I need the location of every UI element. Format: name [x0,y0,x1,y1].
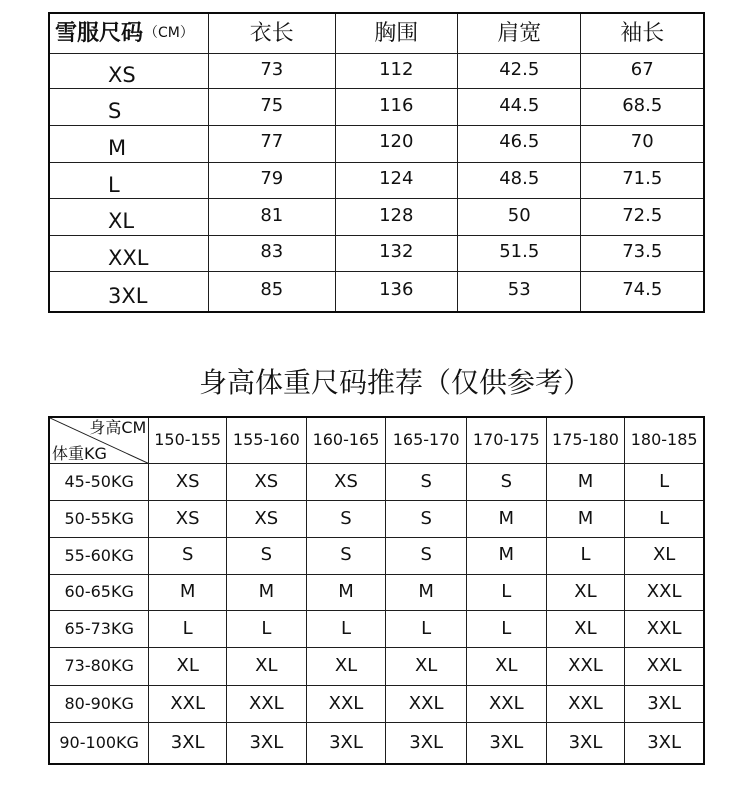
sleeve-value: 70 [581,126,703,162]
size-label: XXL [50,236,208,272]
recommended-size: XXL [547,686,625,723]
shoulder-value: 51.5 [458,236,580,272]
recommended-size: XL [227,648,306,685]
recommended-size: XS [227,501,306,537]
recommended-size: 3XL [547,723,625,763]
garment-size-table [48,12,705,313]
weight-range-label: 65-73KG [50,611,148,647]
chest-value: 124 [336,163,458,199]
recommended-size: XXL [547,648,625,685]
weight-range-label: 80-90KG [50,686,148,723]
recommended-size: XXL [307,686,386,723]
recommended-size: L [625,501,703,537]
shoulder-value: 44.5 [458,89,580,125]
recommended-size: M [227,575,306,611]
recommended-size: 3XL [307,723,386,763]
weight-range-label: 45-50KG [50,464,148,500]
size-label: XL [50,199,208,235]
chest-value: 116 [336,89,458,125]
height-range-header: 170-175 [467,418,546,463]
chest-value: 120 [336,126,458,162]
recommended-size: S [386,538,466,574]
recommended-size: 3XL [227,723,306,763]
size-label: XS [50,54,208,89]
length-value: 81 [209,199,334,235]
weight-range-label: 50-55KG [50,501,148,537]
recommended-size: XS [307,464,386,500]
sleeve-value: 67 [581,54,703,89]
column-header-chest: 胸围 [336,14,458,53]
recommended-size: XL [467,648,546,685]
recommended-size: L [467,575,546,611]
recommended-size: L [547,538,625,574]
height-axis-label: 身高CM [89,418,147,437]
chest-value: 136 [336,272,458,311]
recommended-size: M [467,538,546,574]
recommended-size: M [386,575,466,611]
recommended-size: M [307,575,386,611]
recommended-size: 3XL [467,723,546,763]
corner-header [50,418,148,463]
weight-range-label: 55-60KG [50,538,148,574]
recommendation-title: 身高体重尺码推荐（仅供参考） [198,366,591,399]
recommended-size: XXL [625,575,703,611]
column-header-shoulder: 肩宽 [458,14,580,53]
recommended-size: 3XL [149,723,226,763]
recommended-size: XL [547,575,625,611]
recommended-size: XXL [625,648,703,685]
size-label: M [50,126,208,162]
sleeve-value: 72.5 [581,199,703,235]
recommended-size: L [467,611,546,647]
recommended-size: 3XL [386,723,466,763]
length-value: 79 [209,163,334,199]
height-weight-size-table [48,416,705,765]
height-range-header: 165-170 [386,418,466,463]
length-value: 83 [209,236,334,272]
column-header-sleeve: 袖长 [581,14,703,53]
recommended-size: XXL [149,686,226,723]
length-value: 85 [209,272,334,311]
weight-range-label: 60-65KG [50,575,148,611]
recommended-size: XS [149,464,226,500]
recommended-size: S [307,501,386,537]
height-range-header: 150-155 [149,418,226,463]
recommended-size: S [307,538,386,574]
recommended-size: L [307,611,386,647]
recommended-size: M [547,464,625,500]
recommended-size: XS [149,501,226,537]
weight-range-label: 73-80KG [50,648,148,685]
recommended-size: S [386,501,466,537]
shoulder-value: 42.5 [458,54,580,89]
height-range-header: 175-180 [547,418,625,463]
length-value: 75 [209,89,334,125]
sleeve-value: 71.5 [581,163,703,199]
sleeve-value: 73.5 [581,236,703,272]
recommended-size: XS [227,464,306,500]
recommended-size: 3XL [625,686,703,723]
column-header-length: 衣长 [209,14,334,53]
recommended-size: L [625,464,703,500]
shoulder-value: 50 [458,199,580,235]
recommended-size: S [386,464,466,500]
size-column-header [50,14,208,53]
shoulder-value: 48.5 [458,163,580,199]
recommended-size: XL [386,648,466,685]
recommended-size: L [149,611,226,647]
unit-label: （CM） [144,25,194,42]
recommended-size: S [467,464,546,500]
recommended-size: L [386,611,466,647]
size-label: 3XL [50,272,208,311]
recommended-size: XL [625,538,703,574]
recommended-size: XXL [386,686,466,723]
size-header-title: 雪服尺码 [55,20,144,46]
chest-value: 112 [336,54,458,89]
height-range-header: 180-185 [625,418,703,463]
weight-range-label: 90-100KG [50,723,148,763]
recommended-size: M [467,501,546,537]
recommended-size: 3XL [625,723,703,763]
recommended-size: XXL [227,686,306,723]
height-range-header: 155-160 [227,418,306,463]
recommended-size: XL [547,611,625,647]
recommended-size: XL [149,648,226,685]
length-value: 77 [209,126,334,162]
height-range-header: 160-165 [307,418,386,463]
sleeve-value: 68.5 [581,89,703,125]
shoulder-value: 46.5 [458,126,580,162]
length-value: 73 [209,54,334,89]
recommended-size: XXL [467,686,546,723]
sleeve-value: 74.5 [581,272,703,311]
chest-value: 132 [336,236,458,272]
recommended-size: S [149,538,226,574]
shoulder-value: 53 [458,272,580,311]
recommended-size: XL [307,648,386,685]
size-label: S [50,89,208,125]
recommended-size: L [227,611,306,647]
recommended-size: M [149,575,226,611]
recommended-size: S [227,538,306,574]
chest-value: 128 [336,199,458,235]
recommended-size: M [547,501,625,537]
size-label: L [50,163,208,199]
recommended-size: XXL [625,611,703,647]
weight-axis-label: 体重KG [52,444,107,464]
